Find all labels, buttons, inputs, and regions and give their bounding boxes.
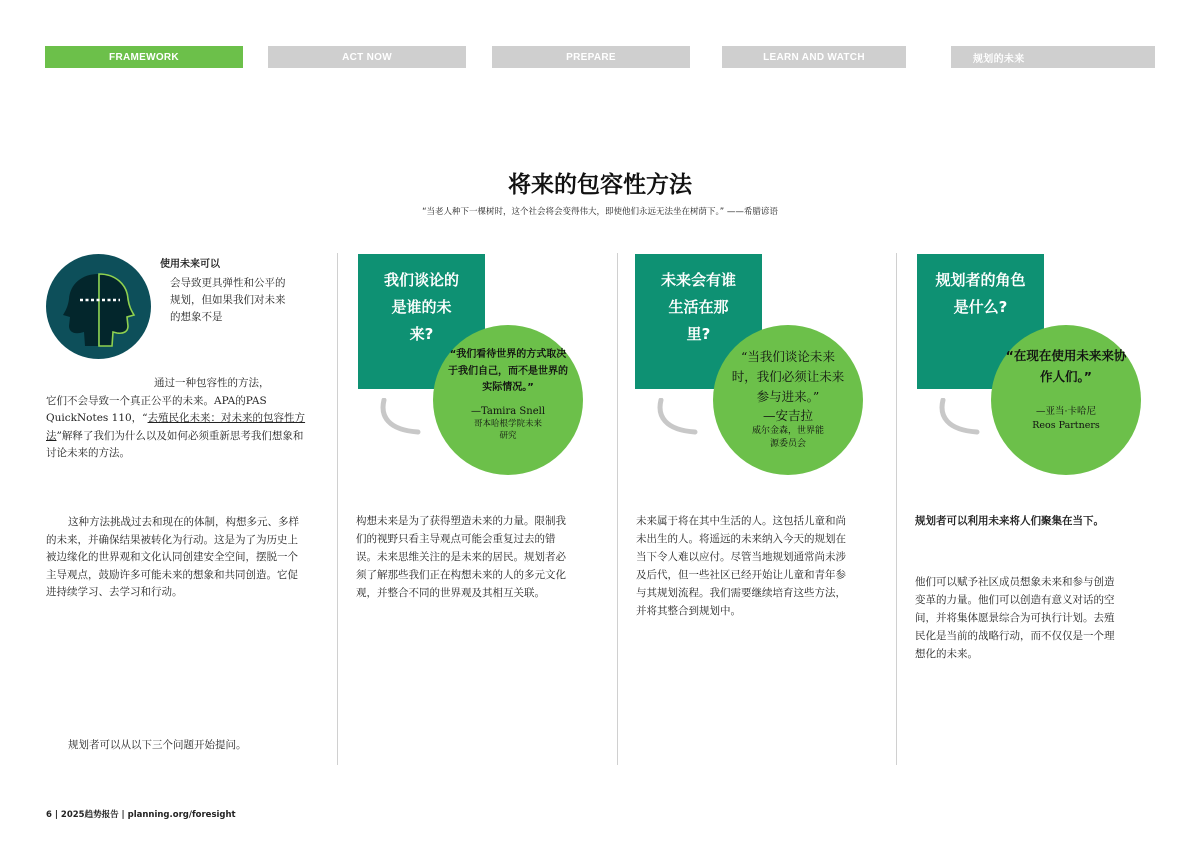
- card-3-body: 他们可以赋予社区成员想象未来和参与创造变革的力量。他们可以创造有意义对话的空间，并将集体愿景综合为可执行计划。去殖民化是当前的战略行动，而不仅仅是一个理想化的未来。: [915, 576, 1115, 660]
- page-footer: 6 | 2025趋势报告 | planning.org/foresight: [46, 810, 236, 820]
- connector-hook-icon: [937, 398, 983, 438]
- column-divider: [337, 253, 338, 765]
- quote-circle-3: [991, 325, 1141, 475]
- tab-prepare[interactable]: PREPARE: [492, 46, 690, 68]
- quote-text: “我们看待世界的方式取决于我们自己，而不是世界的实际情况。”: [448, 349, 568, 393]
- connector-hook-icon: [378, 398, 424, 438]
- quote-attribution: —Tamira Snell 哥本哈根学院未来研究: [470, 405, 546, 441]
- column-divider: [617, 253, 618, 765]
- tab-learn-and-watch[interactable]: LEARN AND WATCH: [722, 46, 906, 68]
- two-heads-profile-icon: [46, 254, 151, 359]
- column-divider: [896, 253, 897, 765]
- card-1-body: 构想未来是为了获得塑造未来的力量。限制我们的视野只看主导观点可能会重复过去的错误。未来思维关注的是未来的居民。规划者必须了解那些我们正在构想未来的人的多元文化观，并整合不同的世界观及其相互关联。: [356, 515, 566, 599]
- tab-planning-future[interactable]: 规划的未来: [951, 46, 1155, 68]
- intro-text: 会导致更具弹性和公平的规划，但如果我们对未来的想象不是: [170, 277, 286, 323]
- epigraph-quote: “当老人种下一棵树时，这个社会将会变得伟大，即使他们永远无法坐在树荫下。” ——希腊谚语: [422, 207, 778, 217]
- question-box-3: 规划者的角色是什么?: [917, 254, 1044, 389]
- intro-cont-paragraph: 它们不会导致一个真正公平的未来。APA的PAS QuickNotes 110，“去殖民化未来：对未来的包容性方法”解释了我们为什么以及如何必须重新思考我们想象和讨论未来的方法。: [46, 394, 306, 459]
- card-3-lead: 规划者可以利用未来将人们聚集在当下。: [915, 515, 1104, 527]
- quote-text: “在现在使用未来来协作人们。”: [1005, 348, 1127, 384]
- page-title: 将来的包容性方法: [508, 172, 692, 198]
- quicknotes-link[interactable]: 去殖民化未来：对未来的包容性方法: [46, 412, 306, 442]
- tab-framework[interactable]: FRAMEWORK: [45, 46, 243, 68]
- intro-continuation: [46, 375, 308, 463]
- quote-attribution: —亚当·卡哈尼 Reos Partners: [1032, 406, 1100, 431]
- intro-cont-line1: 通过一种包容性的方法，: [154, 377, 270, 389]
- connector-hook-icon: [655, 398, 701, 438]
- quote-text: “当我们谈论未来时，我们必须让未来参与进来。”: [731, 349, 845, 404]
- tab-act-now[interactable]: ACT NOW: [268, 46, 466, 68]
- quote-circle-1: [433, 325, 583, 475]
- quote-circle-2: [713, 325, 863, 475]
- intro-heading: 使用未来可以: [160, 259, 220, 270]
- question-box-1: 我们谈论的是谁的未来?: [358, 254, 485, 389]
- closing-sentence: 规划者可以从以下三个问题开始提问。: [68, 739, 247, 751]
- question-box-2: 未来会有谁生活在那里?: [635, 254, 762, 389]
- challenge-paragraph: 这种方法挑战过去和现在的体制，构想多元、多样的未来，并确保结果被转化为行动。这是为了为历史上被边缘化的世界观和文化认同创建安全空间，摆脱一个主导观点，鼓励许多可能未来的想象和共同创造。它促进持续学习、去学习和行动。: [46, 516, 299, 598]
- quote-attribution: —安吉拉 威尔金森，世界能源委员会: [751, 408, 824, 449]
- card-2-body: 未来属于将在其中生活的人。这包括儿童和尚未出生的人。将遥远的未来纳入今天的规划在当下令人难以应付。尽管当地规划通常尚未涉及后代，但一些社区已经开始让儿童和青年参与其规划流程。我们需要继续培育这些方法，并将其整合到规划中。: [636, 515, 846, 617]
